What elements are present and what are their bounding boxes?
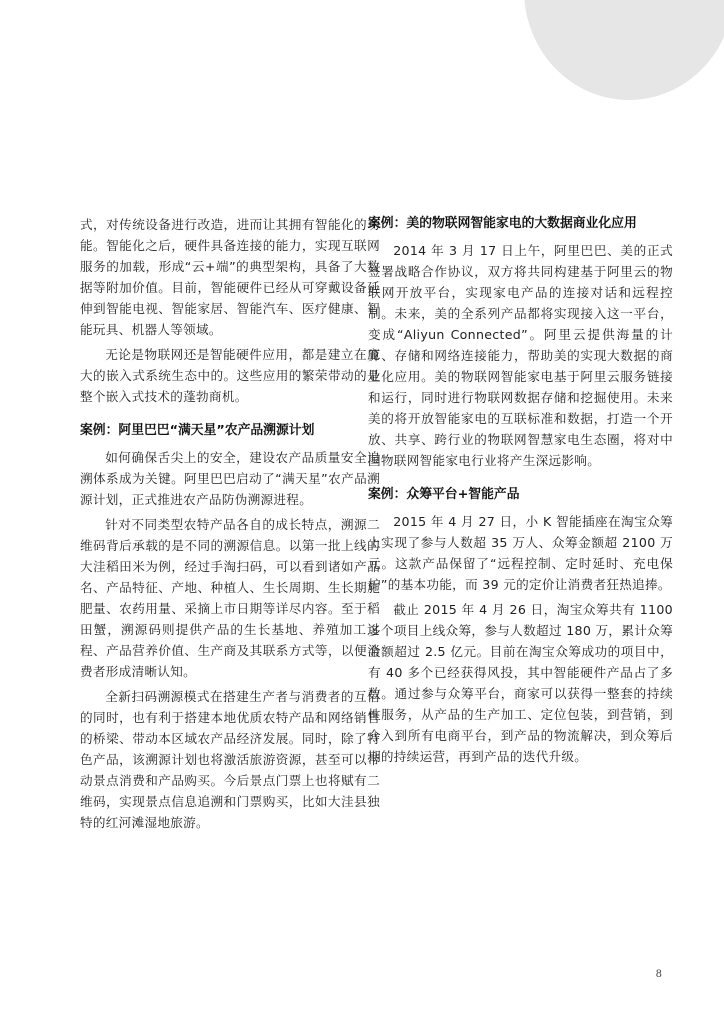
case3-heading: 案例：众筹平台+智能产品 — [368, 487, 520, 502]
left-column — [80, 214, 380, 837]
case3-paragraph-1: 2015 年 4 月 27 日，小 K 智能插座在淘宝众筹上实现了参与人数超 35 万人、众筹金额超 2100 万元。这款产品保留了“远程控制、定时延时、充电保护”的基本功能，而 39 元的定价让消费者狂热追捧。 — [368, 514, 673, 592]
case3-paragraph-2: 截止 2015 年 4 月 26 日，淘宝众筹共有 1100 多个项目上线众筹，参与人数超过 180 万，累计众筹金额超过 2.5 亿元。目前在淘宝众筹成功的项目中，有 40 多个已经获得风投，其中智能硬件产品占了多数。通过参与众筹平台，商家可以获得一整套的持续性服务，从产品的生产加工、定位包装，到营销，到介入到所有电商平台，到产品的物流解决，到众筹后期的持续运营，再到产品的迭代升级。 — [368, 602, 673, 764]
intro-paragraph-2: 无论是物联网还是智能硬件应用，都是建立在庞大的嵌入式系统生态中的。这些应用的繁荣带动的是整个嵌入式技术的蓬勃商机。 — [80, 347, 380, 404]
case1-heading: 案例：阿里巴巴“满天星”农产品溯源计划 — [80, 423, 315, 438]
case1-paragraph-3: 全新扫码溯源模式在搭建生产者与消费者的互信的同时，也有利于搭建本地优质农特产品和网络销售的桥梁、带动本区域农产品经济发展。同时，除了特色产品，该溯源计划也将激活旅游资源，甚至可以带动景点消费和产品购买。今后景点门票上也将赋有二维码，实现景点信息追溯和门票购买，比如大洼县独特的红河滩湿地旅游。 — [80, 689, 380, 830]
case2-paragraph-1: 2014 年 3 月 17 日上午，阿里巴巴、美的正式签署战略合作协议，双方将共同构建基于阿里云的物联网开放平台，实现家电产品的连接对话和远程控制。未来，美的全系列产品都将实现接入这一平台，变成“Aliyun Connected”。阿里云提供海量的计算、存储和网络连接能力，帮助美的实现大数据的商业化应用。美的物联网智能家电基于阿里云服务链接和运行，同时进行物联网数据存储和挖掘使用。未来美的将开放智能家电的互联标准和数据，打造一个开放、共享、跨行业的物联网智慧家电生态圈，将对中国物联网智能家电行业将产生深远影响。 — [368, 243, 673, 468]
right-column — [368, 214, 673, 771]
case1-paragraph-2: 针对不同类型农特产品各自的成长特点，溯源二维码背后承载的是不同的溯源信息。以第一批上线的大洼稻田米为例，经过手淘扫码，可以看到诸如产品名、产品特征、产地、种植人、生长周期、生长期施肥量、农药用量、采摘上市日期等详尽内容。至于稻田蟹，溯源码则提供产品的生长基地、养殖加工过程、产品营养价值、生产商及其联系方式等，以便消费者形成清晰认知。 — [80, 517, 380, 679]
corner-decoration — [524, 0, 724, 100]
intro-paragraph-1: 式，对传统设备进行改造，进而让其拥有智能化的功能。智能化之后，硬件具备连接的能力，实现互联网服务的加载，形成“云+端”的典型架构，具备了大数据等附加价值。目前，智能硬件已经从可穿戴设备延伸到智能电视、智能家居、智能汽车、医疗健康、智能玩具、机器人等领域。 — [80, 217, 380, 337]
case2-heading: 案例：美的物联网智能家电的大数据商业化应用 — [368, 216, 637, 231]
page-number: 8 — [655, 969, 662, 980]
case1-paragraph-1: 如何确保舌尖上的安全，建设农产品质量安全追溯体系成为关键。阿里巴巴启动了“满天星”农产品溯源计划，正式推进农产品防伪溯源进程。 — [80, 450, 380, 507]
